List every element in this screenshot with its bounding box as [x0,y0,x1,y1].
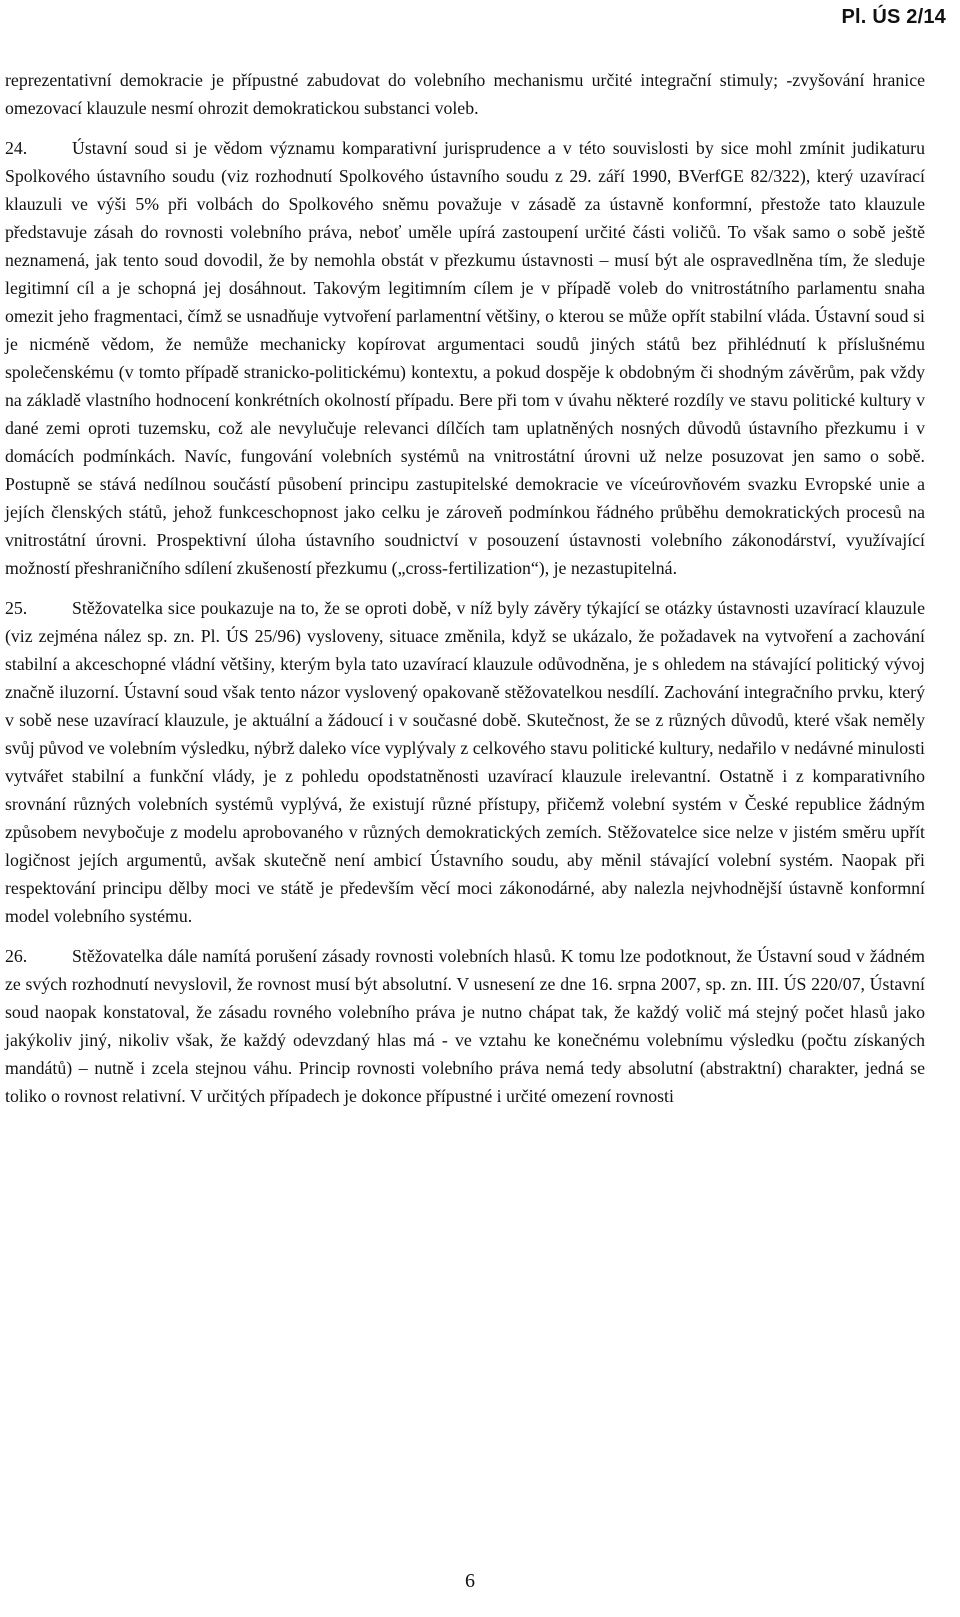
paragraph-text: Ústavní soud si je vědom významu komparativní jurisprudence a v této souvislosti by sice mohl zmínit judikaturu Spolkového ústavního soudu (viz rozhodnutí Spolkového ústavního soudu z 29. září 1990, BVerfGE 82/322), který uzavírací klauzuli ve výši 5% při volbách do Spolkového sněmu považuje v zásadě za ústavně konformní, přestože tato klauzule představuje zásah do rovnosti volebního práva, neboť uměle upírá zastoupení určité části voličů. To však samo o sobě ještě neznamená, jak tento soud dovodil, že by nemohla obstát v přezkumu ústavnosti – musí být ale ospravedlněna tím, že sleduje legitimní cíl a je schopná jej dosáhnout. Takovým legitimním cílem je v případě voleb do vnitrostátního parlamentu snaha omezit jeho fragmentaci, čímž se usnadňuje vytvoření parlamentní většiny, o kterou se může opřít stabilní vláda. Ústavní soud si je nicméně vědom, že nemůže mechanicky kopírovat argumentaci soudů jiných států bez přihlédnutí k příslušnému společenskému (v tomto případě stranicko-politickému) kontextu, a pokud dospěje k obdobným či shodným závěrům, pak vždy na základě vlastního hodnocení konkrétních okolností případu. Bere při tom v úvahu některé rozdíly ve stavu politické kultury v dané zemi oproti tuzemsku, což ale nevylučuje relevanci dílčích tam uplatněných nosných důvodů ústavního přezkumu i v domácích podmínkách. Navíc, fungování volebních systémů na vnitrostátní úrovni už nelze posuzovat jen samo o sobě. Postupně se stává nedílnou součástí působení principu zastupitelské demokracie ve víceúrovňovém svazku Evropské unie a jejích členských států, jehož funkceschopnost jako celku je zároveň podmínkou řádného průběhu demokratických procesů na vnitrostátní úrovni. Prospektivní úloha ústavního soudnictví v posouzení ústavnosti volebního zákonodárství, využívající možností přeshraničního sdílení zkušeností přezkumu („cross-fertilization“), je nezastupitelná. [5,138,925,578]
paragraph-text: Stěžovatelka dále namítá porušení zásady rovnosti volebních hlasů. K tomu lze podotknout, že Ústavní soud v žádném ze svých rozhodnutí nevyslovil, že rovnost musí být absolutní. V usnesení ze dne 16. srpna 2007, sp. zn. III. ÚS 220/07, Ústavní soud naopak konstatoval, že zásadu rovného volebního práva je nutno chápat tak, že každý volič má stejný počet hlasů jako jakýkoliv jiný, nikoliv však, že každý odevzdaný hlas má - ve vztahu ke konečnému volebnímu výsledku (počtu získaných mandátů) – nutně i zcela stejnou váhu. Princip rovnosti volebního práva nemá tedy absolutní (abstraktní) charakter, jedná se toliko o rovnost relativní. V určitých případech je dokonce přípustné i určité omezení rovnosti [5,946,925,1106]
paragraph-26 [5,942,925,1110]
paragraph-text: reprezentativní demokracie je přípustné zabudovat do volebního mechanismu určité integrační stimuly; -zvyšování hranice omezovací klauzule nesmí ohrozit demokratickou substanci voleb. [5,70,925,118]
paragraph-continued [5,66,925,122]
paragraph-number: 24. [5,138,28,158]
paragraph-text: Stěžovatelka sice poukazuje na to, že se oproti době, v níž byly závěry týkající se otázky ústavnosti uzavírací klauzule (viz zejména nález sp. zn. Pl. ÚS 25/96) vysloveny, situace změnila, když se ukázalo, že požadavek na vytvoření a zachování stabilní a akceschopné vládní většiny, kterým byla tato uzavírací klauzule odůvodněna, je s ohledem na stávající politický vývoj značně iluzorní. Ústavní soud však tento názor vyslovený opakovaně stěžovatelkou nesdílí. Zachování integračního prvku, který v sobě nese uzavírací klauzule, je aktuální a žádoucí i v současné době. Skutečnost, že se z různých důvodů, které však neměly svůj původ ve volebním výsledku, nýbrž daleko více vyplývaly z celkového stavu politické kultury, nedařilo v nedávné minulosti vytvářet stabilní a funkční vlády, je z pohledu opodstatněnosti uzavírací klauzule irelevantní. Ostatně i z komparativního srovnání různých volebních systémů vyplývá, že existují různé přístupy, přičemž volební systém v České republice žádným způsobem nevybočuje z modelu aprobovaného v různých demokratických zemích. Stěžovatelce sice nelze v jistém směru upřít logičnost jejích argumentů, avšak skutečně není ambicí Ústavního soudu, aby měnil stávající volební systém. Naopak při respektování principu dělby moci ve státě je především věcí moci zákonodárné, aby nalezla nejvhodnější ústavně konformní model volebního systému. [5,598,925,926]
case-reference-header: Pl. ÚS 2/14 [841,6,946,28]
paragraph-25 [5,594,925,930]
document-body [5,66,925,1122]
paragraph-number: 26. [5,946,28,966]
page-number: 6 [465,1570,475,1592]
paragraph-number: 25. [5,598,28,618]
paragraph-24 [5,134,925,582]
